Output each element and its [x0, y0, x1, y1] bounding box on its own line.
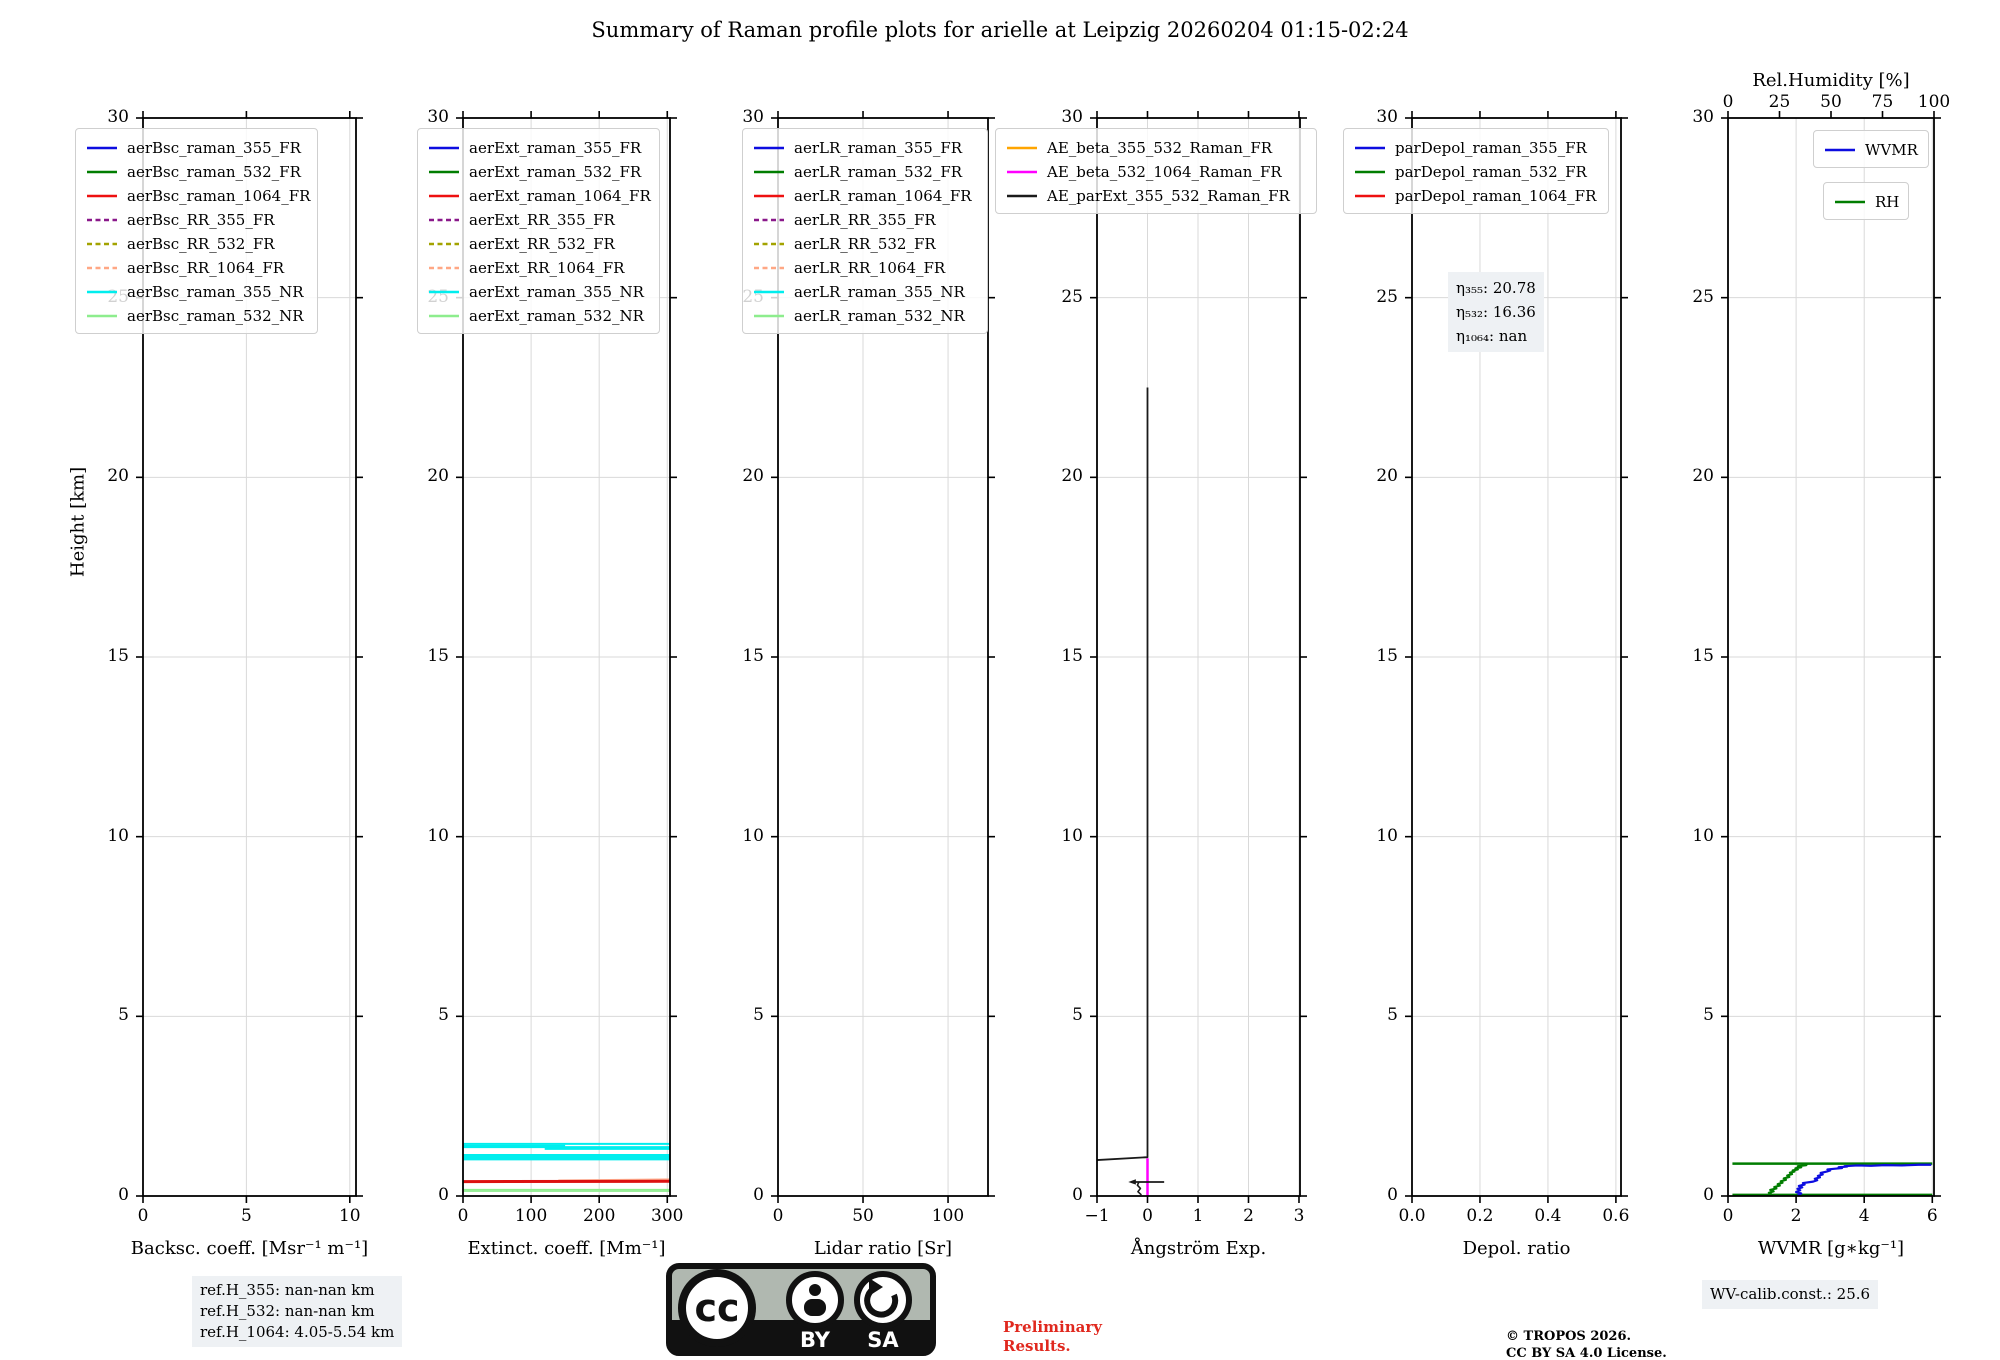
xaxis-title-lidar-ratio: Lidar ratio [Sr]	[813, 1238, 953, 1259]
legend-label: AE_beta_532_1064_Raman_FR	[1047, 163, 1282, 181]
legend-line-sample	[86, 193, 118, 199]
legend-label: aerBsc_raman_532_FR	[127, 163, 301, 181]
legend-entry	[86, 256, 307, 280]
top-xtick-label: 75	[1871, 92, 1894, 112]
xtick-label-backscatter: 10	[338, 1206, 361, 1226]
panel-wvmr	[1721, 111, 1941, 1203]
legend-entry	[428, 208, 649, 232]
legend-line-sample	[428, 193, 460, 199]
legend-label: aerLR_raman_532_FR	[794, 163, 963, 181]
legend-wvmr	[1813, 130, 1929, 168]
legend-line-sample	[1354, 169, 1386, 175]
legend-line-sample	[428, 265, 460, 271]
series-WVMR	[1796, 1165, 1931, 1196]
legend-line-sample	[753, 169, 785, 175]
legend-entry	[753, 208, 977, 232]
ytick-label-backscatter: 20	[107, 466, 129, 487]
legend-entry	[428, 184, 649, 208]
xtick-label-extinction: 200	[582, 1206, 616, 1226]
legend-label: aerBsc_raman_355_FR	[127, 139, 301, 157]
legend-entry	[428, 280, 649, 304]
legend-label: aerBsc_RR_355_FR	[127, 211, 275, 229]
top-xtick-label: 25	[1768, 92, 1791, 112]
ytick-label-depol: 20	[1376, 466, 1398, 487]
legend-entry	[86, 160, 307, 184]
copyright-line2: CC BY SA 4.0 License.	[1506, 1346, 1667, 1360]
legend-entry	[753, 232, 977, 256]
xtick-label-extinction: 300	[651, 1206, 684, 1226]
legend-line-sample	[753, 313, 785, 319]
legend-label: aerLR_raman_355_FR	[794, 139, 963, 157]
legend-entry	[1824, 138, 1918, 162]
ytick-label-angstrom: 25	[1061, 286, 1083, 307]
xtick-label-wvmr: 2	[1790, 1206, 1802, 1226]
legend-entry	[428, 136, 649, 160]
ytick-label-wvmr: 20	[1692, 466, 1714, 487]
ytick-label-extinction: 15	[427, 646, 449, 666]
legend-entry	[753, 160, 977, 184]
legend-line-sample	[86, 169, 118, 175]
legend-line-sample	[86, 289, 118, 295]
ytick-label-extinction: 0	[438, 1185, 449, 1205]
top-xtick-label: 100	[1917, 92, 1951, 112]
legend-label: aerLR_RR_532_FR	[794, 235, 936, 253]
legend-line-sample	[428, 241, 460, 247]
xtick-label-depol: 0.6	[1602, 1206, 1630, 1226]
legend-label: aerExt_raman_532_FR	[469, 163, 642, 181]
legend-label: aerExt_raman_532_NR	[469, 307, 644, 325]
preliminary-line2: Results.	[1003, 1337, 1071, 1355]
xtick-label-depol: 0.4	[1534, 1206, 1562, 1226]
legend-entry	[86, 280, 307, 304]
ytick-label-angstrom: 20	[1061, 466, 1083, 487]
ytick-label-depol: 5	[1387, 1005, 1398, 1026]
legend-entry	[1834, 190, 1898, 214]
xtick-label-lidar-ratio: 100	[931, 1206, 965, 1226]
xtick-label-depol: 0.0	[1398, 1206, 1426, 1226]
ytick-label-wvmr: 15	[1692, 646, 1714, 666]
xtick-label-backscatter: 0	[137, 1206, 149, 1226]
copyright-line1: © TROPOS 2026.	[1506, 1329, 1632, 1344]
xaxis-title-depol: Depol. ratio	[1462, 1238, 1571, 1259]
panel-angstrom	[1090, 111, 1307, 1203]
legend-entry	[428, 256, 649, 280]
ytick-label-lidar-ratio: 15	[742, 646, 764, 666]
legend-label: aerExt_raman_1064_FR	[469, 187, 651, 205]
legend-depol	[1343, 128, 1609, 214]
ref-h-1064: ref.H_1064: 4.05-5.54 km	[200, 1323, 395, 1341]
top-xtick-label: 50	[1820, 92, 1842, 112]
ref-h-532: ref.H_532: nan-nan km	[200, 1302, 375, 1320]
legend-label: aerLR_raman_355_NR	[794, 283, 965, 301]
xtick-label-depol: 0.2	[1466, 1206, 1494, 1226]
badge-sa-label: SA	[867, 1328, 899, 1352]
ytick-label-extinction: 30	[427, 107, 449, 127]
legend-label: aerExt_raman_355_NR	[469, 283, 644, 301]
legend-line-sample	[753, 217, 785, 223]
wv-calibration-note: WV-calib.const.: 25.6	[1702, 1280, 1878, 1309]
legend-label: aerExt_RR_1064_FR	[469, 259, 625, 277]
ytick-label-angstrom: 5	[1072, 1005, 1083, 1026]
reference-height-note	[192, 1276, 402, 1347]
ytick-label-lidar-ratio: 20	[742, 466, 764, 487]
legend-line-sample	[1006, 169, 1038, 175]
xtick-label-backscatter: 5	[240, 1206, 252, 1226]
legend-entry	[753, 280, 977, 304]
legend-line-sample	[86, 265, 118, 271]
xtick-label-angstrom: 1	[1192, 1206, 1204, 1226]
legend-line-sample	[428, 289, 460, 295]
series-AE_parExt_355_532_Raman_FR	[1097, 388, 1147, 1161]
legend-entry	[1006, 136, 1306, 160]
legend-label: AE_parExt_355_532_Raman_FR	[1047, 187, 1290, 205]
legend-label: parDepol_raman_1064_FR	[1395, 187, 1597, 205]
legend-label: RH	[1875, 193, 1900, 211]
legend-entry	[753, 256, 977, 280]
ytick-label-angstrom: 15	[1061, 646, 1083, 666]
legend-line-sample	[428, 169, 460, 175]
eta-annotation	[1448, 272, 1544, 352]
legend-label: aerExt_RR_355_FR	[469, 211, 615, 229]
legend-line-sample	[428, 217, 460, 223]
ytick-label-extinction: 20	[427, 466, 449, 487]
xtick-label-wvmr: 0	[1722, 1206, 1734, 1226]
ytick-label-wvmr: 5	[1703, 1005, 1714, 1026]
legend-line-sample	[428, 145, 460, 151]
legend-line-sample	[1834, 199, 1866, 205]
badge-by-label: BY	[799, 1328, 831, 1352]
legend-entry	[86, 184, 311, 208]
ref-h-355: ref.H_355: nan-nan km	[200, 1281, 375, 1299]
ytick-label-extinction: 10	[427, 825, 449, 846]
legend-entry	[1354, 160, 1598, 184]
legend-angstrom	[995, 128, 1317, 214]
legend-entry	[1354, 184, 1598, 208]
legend-label: aerLR_raman_532_NR	[794, 307, 965, 325]
cc-by-sa-badge	[665, 1262, 937, 1357]
xaxis-title-extinction: Extinct. coeff. [Mm⁻¹]	[467, 1238, 666, 1259]
figure-title: Summary of Raman profile plots for arielle at Leipzig 20260204 01:15-02:24	[591, 18, 1409, 42]
ytick-label-lidar-ratio: 5	[753, 1005, 764, 1026]
xtick-label-extinction: 0	[457, 1206, 469, 1226]
ytick-label-depol: 25	[1376, 286, 1398, 307]
legend-label: aerLR_raman_1064_FR	[794, 187, 972, 205]
cc-logo-text: cc	[694, 1286, 740, 1330]
top-xtick-label: 0	[1722, 92, 1734, 112]
ytick-label-backscatter: 30	[107, 107, 129, 127]
legend-line-sample	[753, 241, 785, 247]
legend-label: aerBsc_RR_1064_FR	[127, 259, 285, 277]
legend-line-sample	[753, 193, 785, 199]
xaxis-title-wvmr: WVMR [g∗kg⁻¹]	[1757, 1238, 1905, 1259]
arrow-head	[1128, 1179, 1136, 1184]
person-body	[804, 1299, 826, 1316]
ytick-label-lidar-ratio: 30	[742, 107, 764, 127]
ytick-label-backscatter: 15	[107, 646, 129, 666]
legend-line-sample	[86, 313, 118, 319]
legend-entry	[1354, 136, 1598, 160]
legend-line-sample	[428, 313, 460, 319]
legend-label: aerBsc_RR_532_FR	[127, 235, 275, 253]
legend-backscatter	[75, 128, 318, 334]
legend-label: WVMR	[1865, 141, 1918, 159]
ytick-label-backscatter: 10	[107, 825, 129, 846]
legend-entry	[753, 184, 977, 208]
legend-entry	[1006, 184, 1306, 208]
xtick-label-angstrom: 2	[1243, 1206, 1254, 1226]
legend-entry	[86, 232, 307, 256]
legend-label: parDepol_raman_355_FR	[1395, 139, 1587, 157]
legend-line-sample	[1006, 193, 1038, 199]
xtick-label-lidar-ratio: 50	[852, 1206, 874, 1226]
legend-entry	[428, 232, 649, 256]
ytick-label-depol: 30	[1376, 107, 1398, 127]
legend-entry	[753, 304, 977, 328]
eta-355: η₃₅₅: 20.78	[1456, 279, 1536, 297]
legend-line-sample	[753, 145, 785, 151]
top-xaxis-title: Rel.Humidity [%]	[1752, 70, 1910, 91]
ytick-label-angstrom: 10	[1061, 825, 1083, 846]
preliminary-results-note	[1003, 1318, 1102, 1356]
legend-line-sample	[86, 145, 118, 151]
legend-entry	[1006, 160, 1306, 184]
legend-label: aerLR_RR_355_FR	[794, 211, 936, 229]
legend-label: aerLR_RR_1064_FR	[794, 259, 946, 277]
legend-label: AE_beta_355_532_Raman_FR	[1047, 139, 1273, 157]
ytick-label-depol: 0	[1387, 1185, 1398, 1205]
xaxis-title-backscatter: Backsc. coeff. [Msr⁻¹ m⁻¹]	[130, 1238, 369, 1259]
legend-label: aerBsc_raman_1064_FR	[127, 187, 311, 205]
ytick-label-lidar-ratio: 10	[742, 825, 764, 846]
ytick-label-angstrom: 0	[1072, 1185, 1083, 1205]
legend-line-sample	[753, 265, 785, 271]
legend-line-sample	[1354, 145, 1386, 151]
ytick-label-wvmr: 10	[1692, 825, 1714, 846]
xtick-label-wvmr: 6	[1926, 1206, 1938, 1226]
ytick-label-backscatter: 5	[118, 1005, 129, 1026]
legend-entry	[86, 136, 307, 160]
ytick-label-extinction: 5	[438, 1005, 449, 1026]
legend-line-sample	[753, 289, 785, 295]
ytick-label-lidar-ratio: 0	[753, 1185, 764, 1205]
legend-line-sample	[1354, 193, 1386, 199]
xtick-label-angstrom: 0	[1142, 1206, 1153, 1226]
ytick-label-backscatter: 0	[118, 1185, 129, 1205]
person-head	[809, 1284, 821, 1296]
xtick-label-wvmr: 4	[1858, 1206, 1870, 1226]
legend-wvmr	[1823, 182, 1909, 220]
xtick-label-lidar-ratio: 0	[772, 1206, 784, 1226]
xaxis-title-angstrom: Ångström Exp.	[1130, 1238, 1267, 1259]
xtick-label-extinction: 100	[514, 1206, 548, 1226]
xtick-label-angstrom: 3	[1293, 1206, 1305, 1226]
legend-entry	[428, 160, 649, 184]
legend-line-sample	[86, 241, 118, 247]
legend-entry	[86, 208, 307, 232]
y-axis-label: Height [km]	[67, 466, 89, 578]
eta-532: η₅₃₂: 16.36	[1456, 303, 1536, 321]
series-annotation-arrow-tail	[1137, 1182, 1141, 1195]
legend-entry	[428, 304, 649, 328]
legend-entry	[86, 304, 307, 328]
legend-label: parDepol_raman_532_FR	[1395, 163, 1587, 181]
xtick-label-angstrom: −1	[1084, 1206, 1110, 1226]
ytick-label-depol: 15	[1376, 646, 1398, 666]
ytick-label-wvmr: 30	[1692, 107, 1714, 127]
legend-line-sample	[1006, 145, 1038, 151]
legend-line-sample	[1824, 147, 1856, 153]
legend-entry	[753, 136, 977, 160]
legend-line-sample	[86, 217, 118, 223]
copyright-note	[1506, 1328, 1667, 1360]
ytick-label-wvmr: 0	[1703, 1185, 1714, 1205]
legend-label: aerBsc_raman_532_NR	[127, 307, 304, 325]
legend-label: aerExt_RR_532_FR	[469, 235, 615, 253]
legend-label: aerExt_raman_355_FR	[469, 139, 642, 157]
series-RH	[1769, 1164, 1808, 1195]
legend-lidar-ratio	[742, 128, 988, 334]
legend-extinction	[417, 128, 660, 334]
eta-1064: η₁₀₆₄: nan	[1456, 327, 1528, 345]
ytick-label-depol: 10	[1376, 825, 1398, 846]
ytick-label-angstrom: 30	[1061, 107, 1083, 127]
legend-label: aerBsc_raman_355_NR	[127, 283, 304, 301]
preliminary-line1: Preliminary	[1003, 1318, 1102, 1336]
ytick-label-wvmr: 25	[1692, 286, 1714, 307]
